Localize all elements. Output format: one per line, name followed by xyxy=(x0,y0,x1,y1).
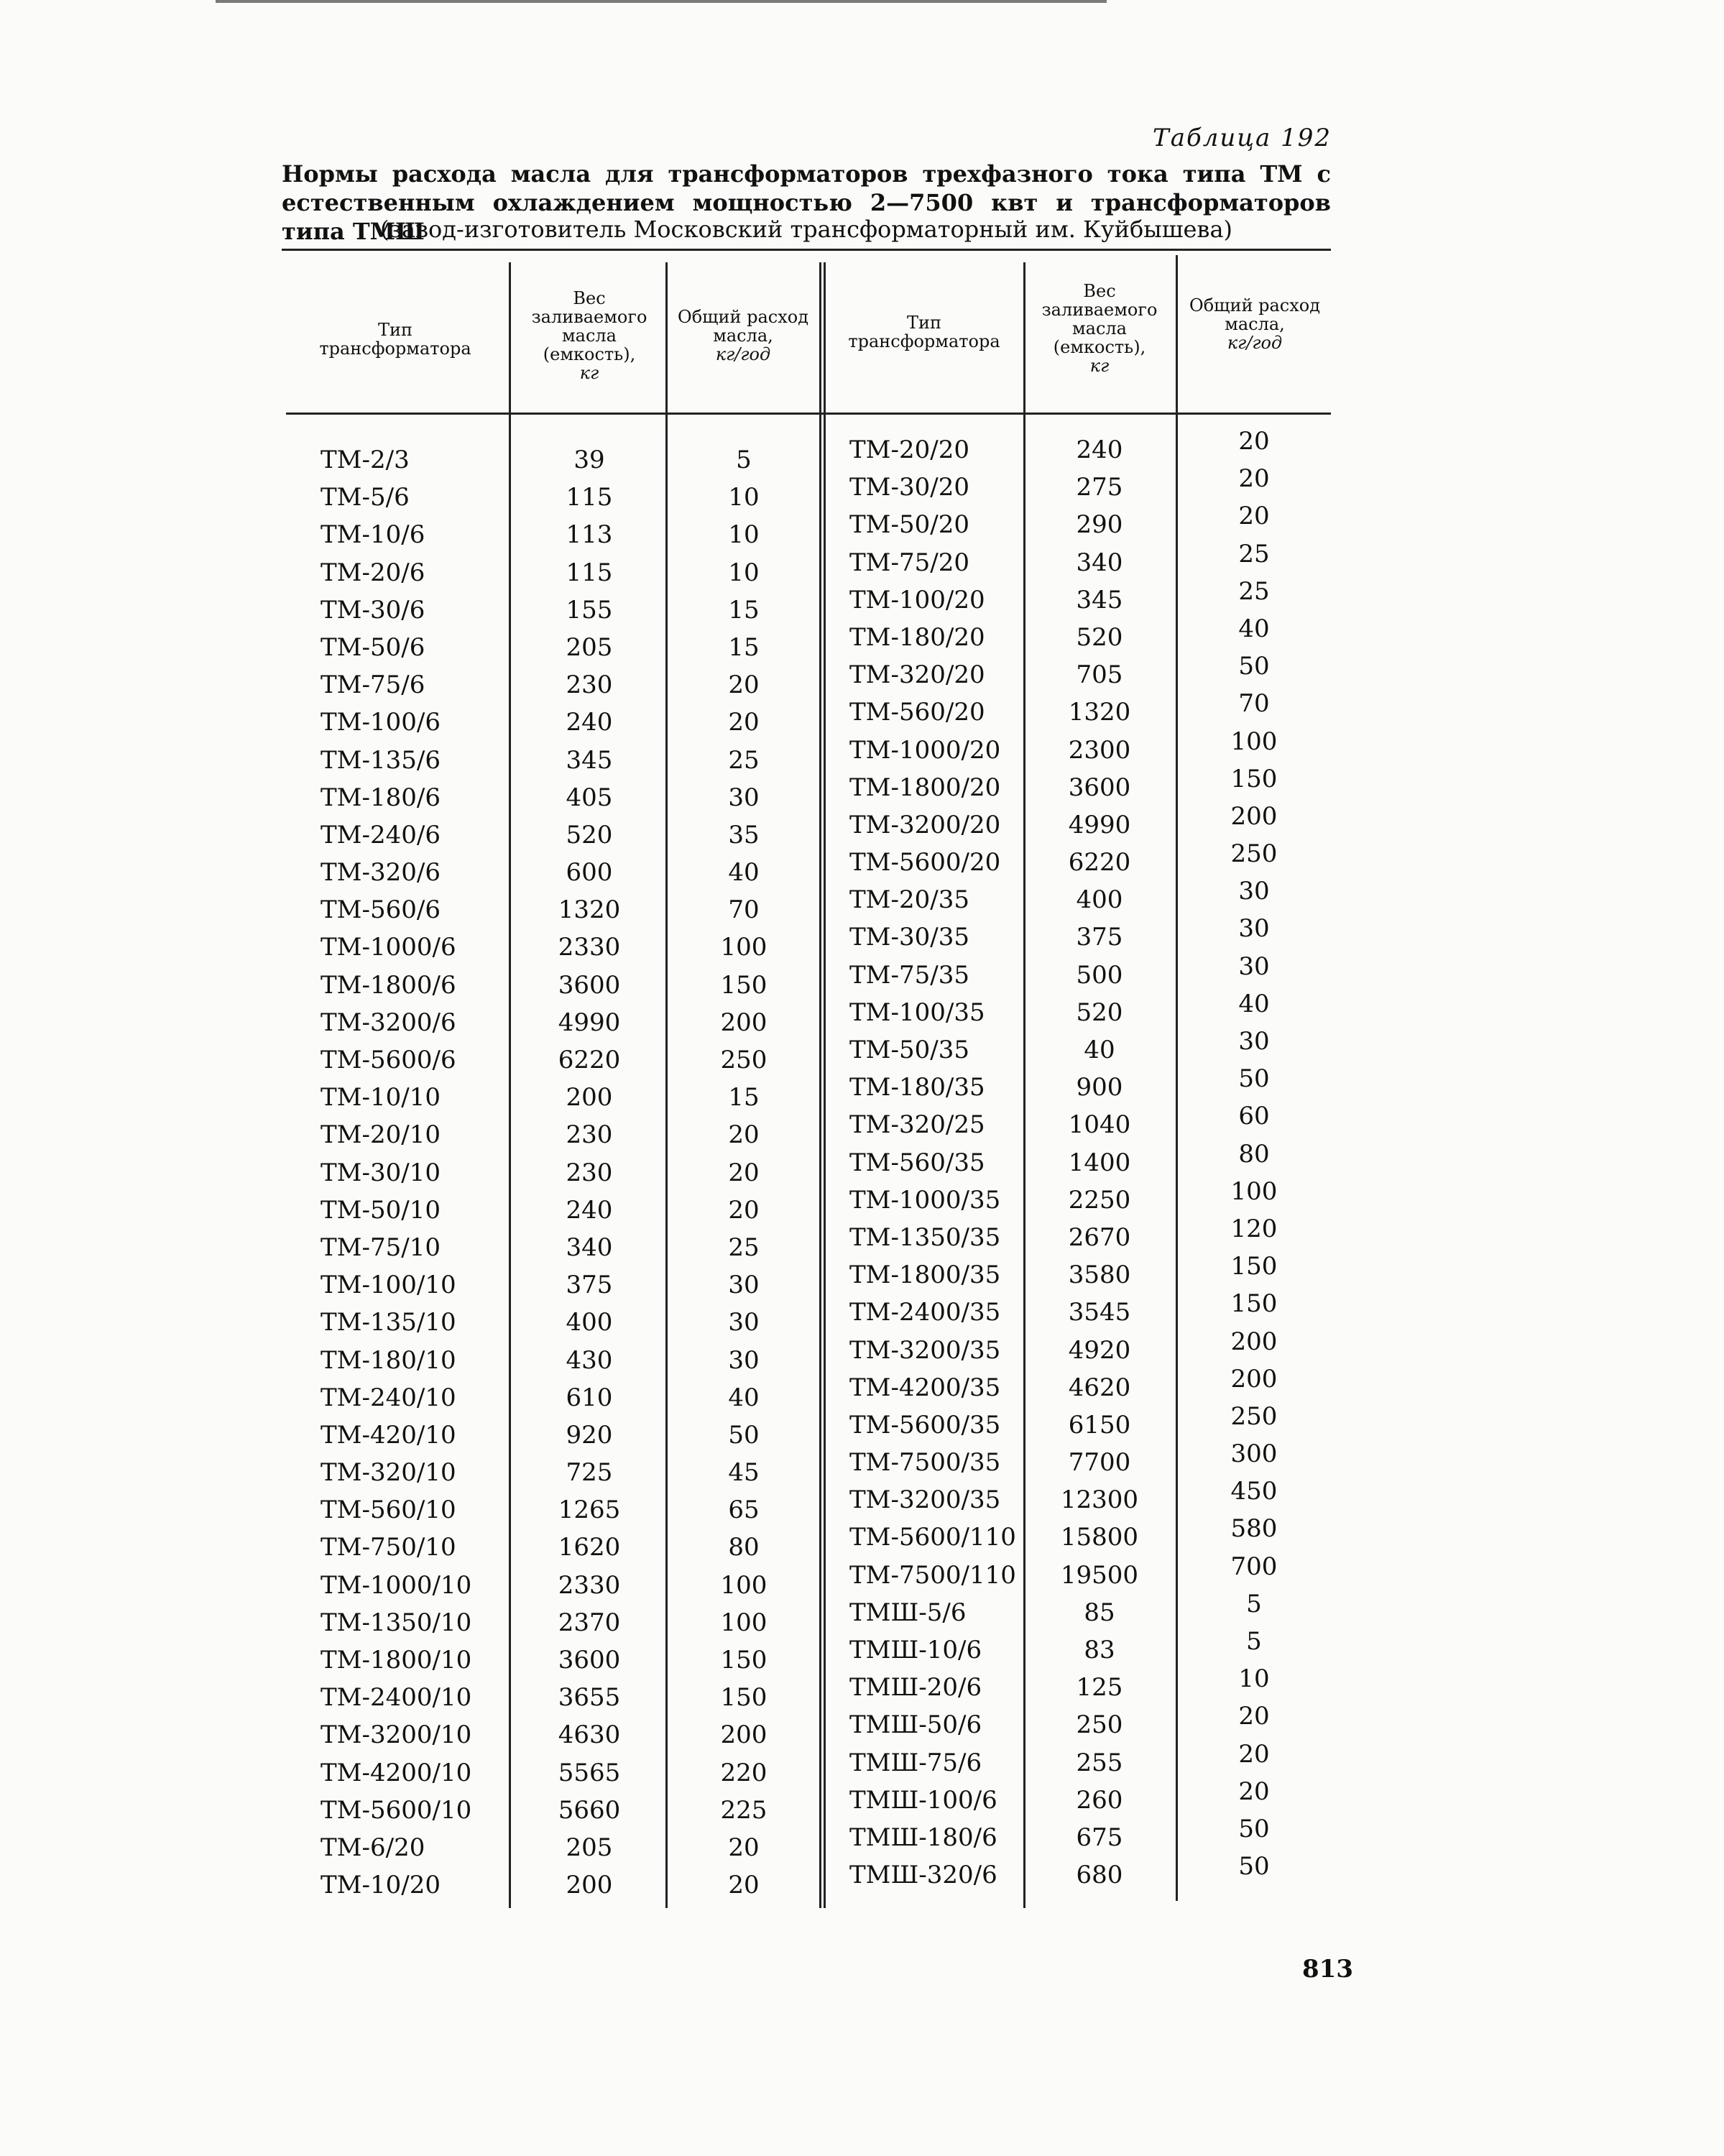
consumption-cell: 50 xyxy=(728,1420,760,1450)
header-consumption-left xyxy=(668,308,818,364)
weight-cell: 6150 xyxy=(1068,1410,1131,1439)
weight-cell: 83 xyxy=(1084,1636,1115,1664)
consumption-cell: 150 xyxy=(720,1683,767,1713)
type-cell: ТМ-180/20 xyxy=(849,622,985,652)
weight-cell: 205 xyxy=(566,632,613,662)
type-cell: ТМШ-20/6 xyxy=(849,1673,982,1703)
type-cell: ТМ-4200/35 xyxy=(849,1373,1001,1402)
type-cell: ТМШ-320/6 xyxy=(849,1861,997,1890)
consumption-cell: 15 xyxy=(728,632,760,662)
type-cell: ТМ-50/35 xyxy=(849,1036,969,1064)
weight-cell: 39 xyxy=(573,446,605,474)
header-type-left: Тип трансформатора xyxy=(319,320,471,359)
consumption-cell: 100 xyxy=(720,1608,767,1637)
weight-cell: 205 xyxy=(566,1833,613,1862)
header-weight-unit: кг xyxy=(1089,356,1110,376)
weight-cell: 125 xyxy=(1076,1673,1123,1703)
type-cell: ТМ-320/6 xyxy=(321,858,441,888)
consumption-cell: 30 xyxy=(728,1308,760,1337)
consumption-cell: 120 xyxy=(1230,1214,1278,1243)
weight-cell: 230 xyxy=(566,1120,613,1150)
weight-cell: 85 xyxy=(1084,1598,1115,1627)
consumption-cell: 60 xyxy=(1238,1102,1270,1131)
consumption-cell: 20 xyxy=(728,1871,760,1900)
consumption-cell: 10 xyxy=(1238,1664,1270,1694)
column-divider-6 xyxy=(1176,255,1178,1901)
consumption-cell: 25 xyxy=(728,1233,760,1262)
type-cell: ТМ-100/35 xyxy=(849,998,985,1027)
weight-cell: 5660 xyxy=(558,1795,621,1825)
weight-cell: 1320 xyxy=(558,895,621,925)
consumption-cell: 20 xyxy=(1238,1739,1270,1769)
consumption-cell: 30 xyxy=(728,1345,760,1375)
table-subtitle: (завод-изготовитель Московский трансформаторный им. Куйбышева) xyxy=(380,216,1232,243)
type-cell: ТМ-3200/35 xyxy=(849,1335,1001,1365)
consumption-cell: 225 xyxy=(720,1795,767,1825)
type-cell: ТМ-560/35 xyxy=(849,1148,985,1177)
page-number: 813 xyxy=(1302,1955,1353,1984)
weight-cell: 15800 xyxy=(1060,1523,1139,1552)
type-cell: ТМ-1000/10 xyxy=(321,1570,472,1600)
consumption-cell: 30 xyxy=(728,1271,760,1300)
weight-cell: 520 xyxy=(566,820,613,849)
type-cell: ТМ-20/20 xyxy=(849,436,969,464)
consumption-cell: 700 xyxy=(1230,1552,1278,1581)
consumption-cell: 40 xyxy=(728,1383,760,1412)
consumption-cell: 70 xyxy=(728,895,760,925)
weight-cell: 705 xyxy=(1076,660,1123,690)
type-cell: ТМ-30/35 xyxy=(849,923,969,952)
weight-cell: 12300 xyxy=(1060,1485,1139,1515)
type-cell: ТМ-5/6 xyxy=(321,483,410,512)
consumption-cell: 200 xyxy=(1230,1327,1278,1356)
type-cell: ТМ-100/20 xyxy=(849,585,985,614)
right-consumption-column xyxy=(1193,423,1315,1885)
weight-cell: 600 xyxy=(566,858,613,888)
weight-cell: 255 xyxy=(1076,1748,1123,1777)
consumption-cell: 20 xyxy=(728,1833,760,1862)
type-cell: ТМ-180/6 xyxy=(321,783,441,812)
consumption-cell: 150 xyxy=(1230,1289,1278,1319)
type-cell: ТМ-5600/20 xyxy=(849,848,1001,877)
consumption-cell: 200 xyxy=(720,1720,767,1750)
consumption-cell: 20 xyxy=(728,1195,760,1225)
consumption-cell: 20 xyxy=(1238,1702,1270,1731)
consumption-cell: 20 xyxy=(728,1158,760,1187)
consumption-cell: 580 xyxy=(1230,1514,1278,1544)
weight-cell: 680 xyxy=(1076,1861,1123,1890)
right-weight-column xyxy=(1035,431,1164,1894)
type-cell: ТМ-75/35 xyxy=(849,960,969,990)
weight-cell: 2330 xyxy=(558,933,621,962)
consumption-cell: 20 xyxy=(728,1120,760,1150)
consumption-cell: 40 xyxy=(1238,614,1270,643)
header-type-right: Тип трансформатора xyxy=(848,313,1000,351)
type-cell: ТМ-2/3 xyxy=(321,446,410,474)
type-cell: ТМ-50/10 xyxy=(321,1195,441,1225)
weight-cell: 2670 xyxy=(1068,1222,1131,1252)
weight-cell: 260 xyxy=(1076,1785,1123,1815)
type-cell: ТМ-3200/6 xyxy=(321,1008,456,1037)
consumption-cell: 10 xyxy=(728,483,760,512)
type-cell: ТМШ-5/6 xyxy=(849,1598,967,1627)
header-consumption-right xyxy=(1179,296,1331,352)
type-cell: ТМ-3200/10 xyxy=(321,1720,472,1750)
weight-cell: 240 xyxy=(1076,436,1123,464)
consumption-cell: 100 xyxy=(1230,1176,1278,1206)
table-title: Нормы расхода масла для трансформаторов трехфазного тока типа ТМ с естественным охлаждением мощностью 2—7500 квт и трансформаторов типа ТМШ xyxy=(282,160,1331,245)
consumption-cell: 5 xyxy=(736,446,752,474)
consumption-cell: 50 xyxy=(1238,652,1270,681)
consumption-cell: 200 xyxy=(1230,801,1278,831)
type-cell: ТМ-320/10 xyxy=(321,1458,456,1488)
type-cell: ТМ-1000/6 xyxy=(321,933,456,962)
weight-cell: 920 xyxy=(566,1420,613,1450)
weight-cell: 240 xyxy=(566,708,613,737)
header-top-rule xyxy=(282,249,1331,251)
header-weight-right xyxy=(1028,282,1171,375)
type-cell: ТМШ-50/6 xyxy=(849,1710,982,1740)
weight-cell: 375 xyxy=(1076,923,1123,952)
type-cell: ТМ-20/6 xyxy=(321,558,425,587)
consumption-cell: 15 xyxy=(728,595,760,625)
left-consumption-column xyxy=(683,441,805,1904)
type-cell: ТМ-1000/20 xyxy=(849,735,1001,765)
consumption-cell: 20 xyxy=(1238,1777,1270,1806)
weight-cell: 275 xyxy=(1076,473,1123,502)
consumption-cell: 40 xyxy=(1238,989,1270,1018)
type-cell: ТМШ-75/6 xyxy=(849,1748,982,1777)
weight-cell: 1620 xyxy=(558,1533,621,1562)
weight-cell: 340 xyxy=(1076,548,1123,577)
weight-cell: 520 xyxy=(1076,622,1123,652)
type-cell: ТМ-750/10 xyxy=(321,1533,456,1562)
type-cell: ТМ-320/20 xyxy=(849,660,985,690)
header-consumption-label: Общий расход масла, xyxy=(1189,295,1320,334)
weight-cell: 1400 xyxy=(1068,1148,1131,1177)
consumption-cell: 35 xyxy=(728,820,760,849)
weight-cell: 240 xyxy=(566,1195,613,1225)
consumption-cell: 100 xyxy=(1230,727,1278,756)
weight-cell: 345 xyxy=(566,745,613,775)
consumption-cell: 20 xyxy=(1238,502,1270,531)
header-weight-label: Вес заливаемого масла (емкость), xyxy=(531,288,647,364)
type-cell: ТМ-20/35 xyxy=(849,885,969,915)
weight-cell: 5565 xyxy=(558,1758,621,1787)
type-cell: ТМ-20/10 xyxy=(321,1120,441,1150)
type-cell: ТМ-135/10 xyxy=(321,1308,456,1337)
type-cell: ТМ-1350/35 xyxy=(849,1222,1001,1252)
type-cell: ТМШ-180/6 xyxy=(849,1823,997,1852)
weight-cell: 405 xyxy=(566,783,613,812)
type-cell: ТМ-240/10 xyxy=(321,1383,456,1412)
type-cell: ТМ-560/10 xyxy=(321,1496,456,1525)
consumption-cell: 20 xyxy=(728,708,760,737)
consumption-cell: 15 xyxy=(728,1083,760,1112)
weight-cell: 520 xyxy=(1076,998,1123,1027)
weight-cell: 115 xyxy=(566,558,613,587)
left-weight-column xyxy=(525,441,654,1904)
weight-cell: 290 xyxy=(1076,510,1123,540)
type-cell: ТМ-180/10 xyxy=(321,1345,456,1375)
type-cell: ТМ-75/20 xyxy=(849,548,969,577)
type-cell: ТМ-320/25 xyxy=(849,1110,985,1140)
weight-cell: 430 xyxy=(566,1345,613,1375)
weight-cell: 1040 xyxy=(1068,1110,1131,1140)
weight-cell: 2370 xyxy=(558,1608,621,1637)
consumption-cell: 45 xyxy=(728,1458,760,1488)
consumption-cell: 150 xyxy=(720,1646,767,1674)
weight-cell: 1265 xyxy=(558,1496,621,1525)
weight-cell: 3580 xyxy=(1068,1261,1131,1290)
weight-cell: 500 xyxy=(1076,960,1123,990)
header-weight-unit: кг xyxy=(579,363,599,383)
consumption-cell: 100 xyxy=(720,933,767,962)
consumption-cell: 65 xyxy=(728,1496,760,1525)
type-cell: ТМ-420/10 xyxy=(321,1420,456,1450)
column-divider-3 xyxy=(819,262,821,1908)
weight-cell: 6220 xyxy=(558,1046,621,1074)
type-cell: ТМ-1800/20 xyxy=(849,773,1001,802)
consumption-cell: 25 xyxy=(1238,539,1270,568)
column-divider-5 xyxy=(1023,262,1025,1908)
consumption-cell: 5 xyxy=(1246,1589,1262,1618)
type-cell: ТМ-1800/10 xyxy=(321,1646,472,1674)
weight-cell: 340 xyxy=(566,1233,613,1262)
weight-cell: 2330 xyxy=(558,1570,621,1600)
weight-cell: 230 xyxy=(566,1158,613,1187)
weight-cell: 1320 xyxy=(1068,698,1131,727)
weight-cell: 200 xyxy=(566,1871,613,1900)
type-cell: ТМ-3200/35 xyxy=(849,1485,1001,1515)
weight-cell: 6220 xyxy=(1068,848,1131,877)
weight-cell: 4630 xyxy=(558,1720,621,1750)
consumption-cell: 20 xyxy=(1238,464,1270,494)
consumption-cell: 150 xyxy=(1230,764,1278,793)
type-cell: ТМ-1000/35 xyxy=(849,1185,1001,1215)
header-consumption-unit: кг/год xyxy=(1227,333,1283,353)
type-cell: ТМ-180/35 xyxy=(849,1073,985,1102)
header-consumption-unit: кг/год xyxy=(715,344,771,364)
weight-cell: 610 xyxy=(566,1383,613,1412)
type-cell: ТМ-5600/6 xyxy=(321,1046,456,1074)
scan-top-edge xyxy=(216,0,1107,3)
weight-cell: 250 xyxy=(1076,1710,1123,1740)
consumption-cell: 5 xyxy=(1246,1627,1262,1656)
type-cell: ТМ-5600/35 xyxy=(849,1410,1001,1439)
header-bottom-rule xyxy=(286,413,1331,415)
consumption-cell: 20 xyxy=(728,671,760,700)
consumption-cell: 250 xyxy=(720,1046,767,1074)
weight-cell: 3600 xyxy=(558,1646,621,1674)
weight-cell: 675 xyxy=(1076,1823,1123,1852)
header-weight-label: Вес заливаемого масла (емкость), xyxy=(1041,281,1158,357)
weight-cell: 155 xyxy=(566,595,613,625)
type-cell: ТМ-560/6 xyxy=(321,895,441,925)
type-cell: ТМ-75/6 xyxy=(321,671,425,700)
consumption-cell: 150 xyxy=(1230,1252,1278,1281)
weight-cell: 19500 xyxy=(1060,1560,1139,1590)
consumption-cell: 70 xyxy=(1238,689,1270,719)
table-label: Таблица 192 xyxy=(1153,124,1332,152)
consumption-cell: 80 xyxy=(728,1533,760,1562)
consumption-cell: 30 xyxy=(1238,914,1270,944)
consumption-cell: 100 xyxy=(720,1570,767,1600)
type-cell: ТМ-7500/110 xyxy=(849,1560,1016,1590)
consumption-cell: 250 xyxy=(1230,1401,1278,1431)
consumption-cell: 30 xyxy=(1238,1027,1270,1056)
weight-cell: 345 xyxy=(1076,585,1123,614)
type-cell: ТМ-50/20 xyxy=(849,510,969,540)
consumption-cell: 220 xyxy=(720,1758,767,1787)
weight-cell: 40 xyxy=(1084,1036,1115,1064)
consumption-cell: 50 xyxy=(1238,1814,1270,1843)
consumption-cell: 200 xyxy=(720,1008,767,1037)
type-cell: ТМ-5600/10 xyxy=(321,1795,472,1825)
type-cell: ТМ-30/20 xyxy=(849,473,969,502)
weight-cell: 200 xyxy=(566,1083,613,1112)
header-weight-left xyxy=(517,289,661,382)
type-cell: ТМ-2400/35 xyxy=(849,1298,1001,1327)
weight-cell: 2250 xyxy=(1068,1185,1131,1215)
type-cell: ТМ-75/10 xyxy=(321,1233,441,1262)
type-cell: ТМ-1350/10 xyxy=(321,1608,472,1637)
type-cell: ТМ-6/20 xyxy=(321,1833,425,1862)
weight-cell: 725 xyxy=(566,1458,613,1488)
type-cell: ТМ-30/6 xyxy=(321,595,425,625)
consumption-cell: 50 xyxy=(1238,1852,1270,1881)
weight-cell: 400 xyxy=(566,1308,613,1337)
left-type-column xyxy=(321,441,500,1904)
consumption-cell: 25 xyxy=(1238,576,1270,606)
weight-cell: 230 xyxy=(566,671,613,700)
consumption-cell: 30 xyxy=(1238,952,1270,981)
weight-cell: 4920 xyxy=(1068,1335,1131,1365)
header-consumption-label: Общий расход масла, xyxy=(678,307,808,346)
consumption-cell: 30 xyxy=(1238,877,1270,906)
type-cell: ТМ-10/20 xyxy=(321,1871,441,1900)
type-cell: ТМ-50/6 xyxy=(321,632,425,662)
weight-cell: 4620 xyxy=(1068,1373,1131,1402)
consumption-cell: 25 xyxy=(728,745,760,775)
consumption-cell: 50 xyxy=(1238,1064,1270,1094)
type-cell: ТМ-135/6 xyxy=(321,745,441,775)
column-divider-2 xyxy=(665,262,668,1908)
type-cell: ТМ-560/20 xyxy=(849,698,985,727)
weight-cell: 900 xyxy=(1076,1073,1123,1102)
type-cell: ТМ-100/6 xyxy=(321,708,441,737)
column-divider-4 xyxy=(824,262,826,1908)
consumption-cell: 20 xyxy=(1238,427,1270,456)
type-cell: ТМ-100/10 xyxy=(321,1271,456,1300)
type-cell: ТМ-240/6 xyxy=(321,820,441,849)
type-cell: ТМ-5600/110 xyxy=(849,1523,1016,1552)
consumption-cell: 80 xyxy=(1238,1139,1270,1169)
weight-cell: 4990 xyxy=(558,1008,621,1037)
consumption-cell: 200 xyxy=(1230,1364,1278,1393)
weight-cell: 2300 xyxy=(1068,735,1131,765)
consumption-cell: 10 xyxy=(728,520,760,550)
right-type-column xyxy=(849,431,1022,1894)
weight-cell: 113 xyxy=(566,520,613,550)
weight-cell: 3545 xyxy=(1068,1298,1131,1327)
type-cell: ТМ-3200/20 xyxy=(849,810,1001,839)
weight-cell: 3600 xyxy=(558,970,621,1000)
column-divider-1 xyxy=(509,262,511,1908)
type-cell: ТМ-2400/10 xyxy=(321,1683,472,1713)
weight-cell: 375 xyxy=(566,1271,613,1300)
type-cell: ТМ-30/10 xyxy=(321,1158,441,1187)
type-cell: ТМ-10/6 xyxy=(321,520,425,550)
type-cell: ТМШ-10/6 xyxy=(849,1636,982,1664)
consumption-cell: 450 xyxy=(1230,1477,1278,1506)
weight-cell: 3600 xyxy=(1068,773,1131,802)
consumption-cell: 30 xyxy=(728,783,760,812)
consumption-cell: 40 xyxy=(728,858,760,888)
consumption-cell: 10 xyxy=(728,558,760,587)
weight-cell: 7700 xyxy=(1068,1448,1131,1478)
type-cell: ТМШ-100/6 xyxy=(849,1785,997,1815)
weight-cell: 3655 xyxy=(558,1683,621,1713)
type-cell: ТМ-4200/10 xyxy=(321,1758,472,1787)
consumption-cell: 150 xyxy=(720,970,767,1000)
type-cell: ТМ-1800/35 xyxy=(849,1261,1001,1290)
type-cell: ТМ-10/10 xyxy=(321,1083,441,1112)
type-cell: ТМ-1800/6 xyxy=(321,970,456,1000)
weight-cell: 4990 xyxy=(1068,810,1131,839)
weight-cell: 400 xyxy=(1076,885,1123,915)
consumption-cell: 250 xyxy=(1230,839,1278,869)
consumption-cell: 300 xyxy=(1230,1439,1278,1469)
type-cell: ТМ-7500/35 xyxy=(849,1448,1001,1478)
weight-cell: 115 xyxy=(566,483,613,512)
